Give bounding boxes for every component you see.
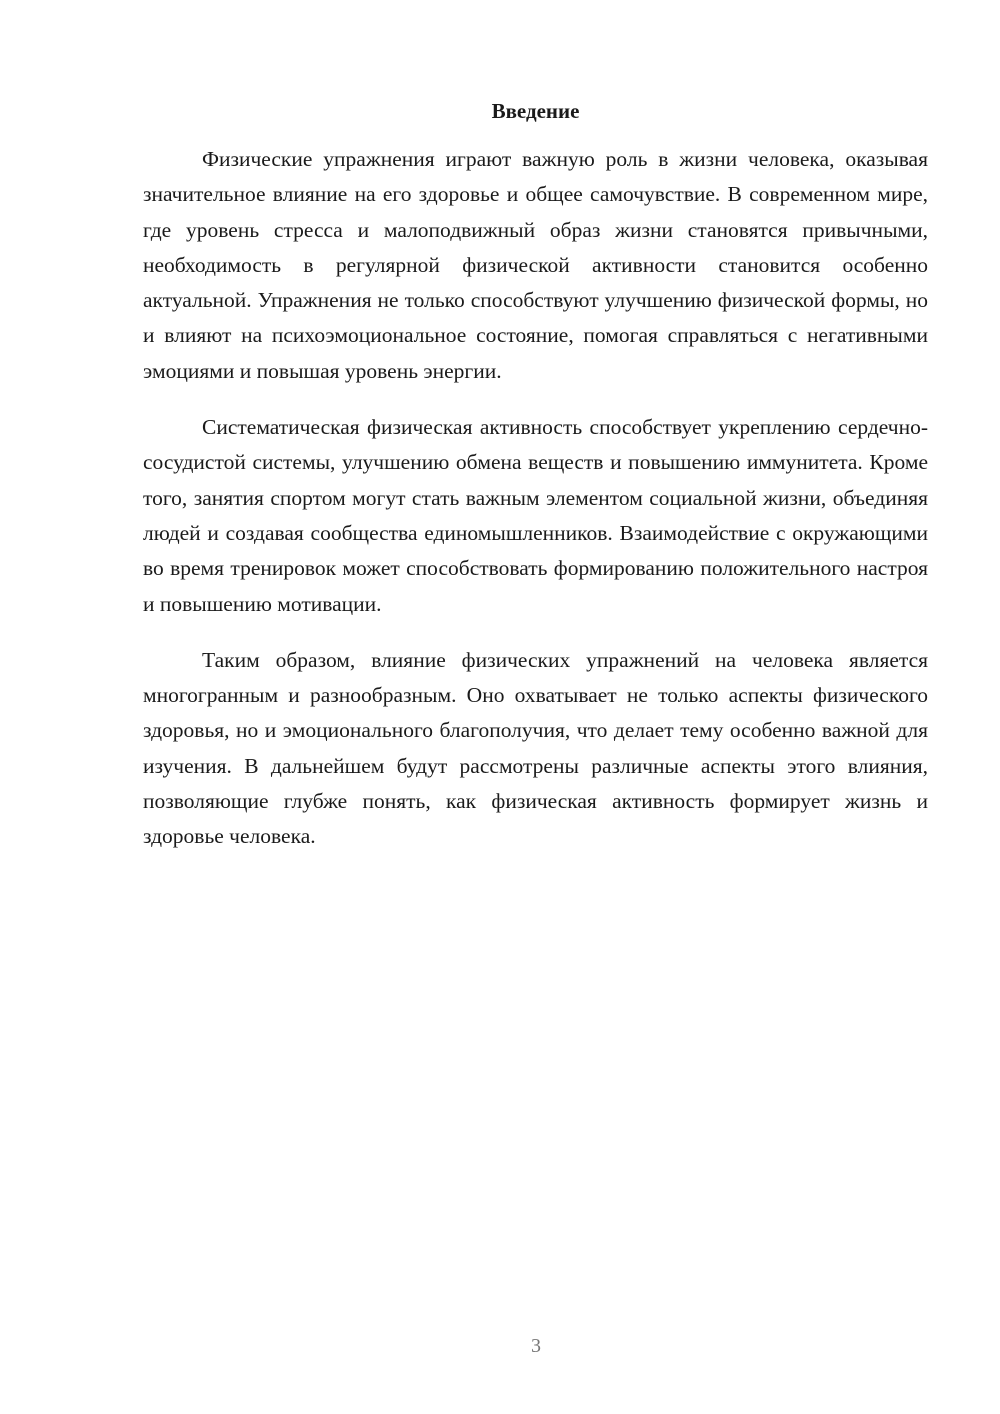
body-text <box>143 142 928 876</box>
paragraph-1: Физические упражнения играют важную роль в жизни человека, оказывая значительное влияние на его здоровье и общее самочувствие. В современном мире, где уровень стресса и малоподвижный образ жизни становятся привычными, необходимость в регулярной физической активности становится особенно актуальной. Упражнения не только способствуют улучшению физической формы, но и влияют на психоэмоциональное состояние, помогая справляться с негативными эмоциями и повышая уровень энергии. <box>143 147 928 383</box>
section-title: Введение <box>491 99 580 123</box>
paragraph-2: Систематическая физическая активность способствует укреплению сердечно-сосудистой системы, улучшению обмена веществ и повышению иммунитета. Кроме того, занятия спортом могут стать важным элементом социальной жизни, объединяя людей и создавая сообщества единомышленников. Взаимодействие с окружающими во время тренировок может способствовать формированию положительного настроя и повышению мотивации. <box>143 415 928 616</box>
paragraph-3: Таким образом, влияние физических упражнений на человека является многогранным и разнообразным. Оно охватывает не только аспекты физического здоровья, но и эмоционального благополучия, что делает тему особенно важной для изучения. В дальнейшем будут рассмотрены различные аспекты этого влияния, позволяющие глубже понять, как физическая активность формирует жизнь и здоровье человека. <box>143 647 928 849</box>
page-number: 3 <box>531 1335 541 1357</box>
